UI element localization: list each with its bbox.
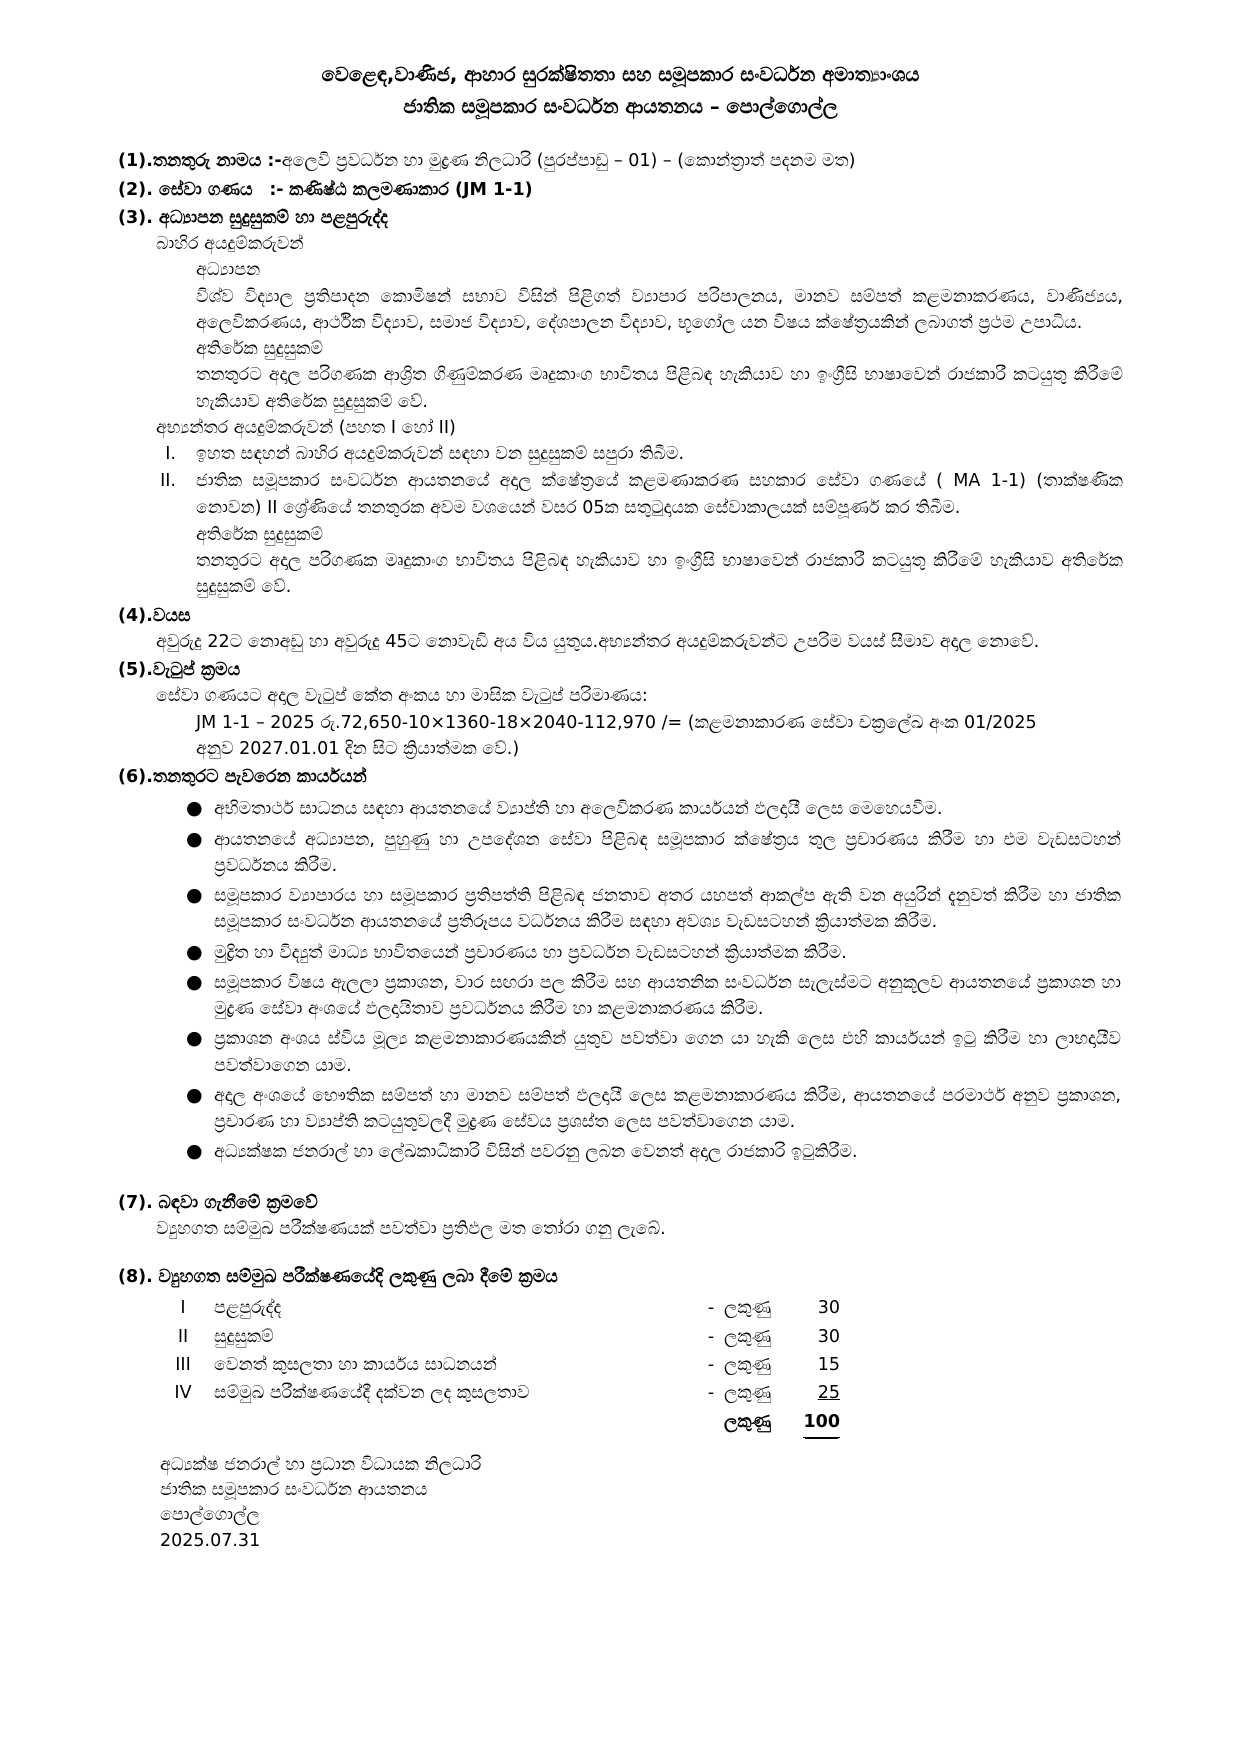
bullet-icon: ● [186,827,203,850]
total-word: ලකුණු [724,1412,772,1433]
row-marks-value: 25 [817,1383,840,1404]
list-item [168,883,1123,936]
section-salary [118,657,1123,762]
bullet-icon: ● [186,1140,203,1163]
signature-institute: ජාතික සමූපකාර සංවර්ධන ආයතනය [160,1480,428,1501]
section-marking-scheme [118,1264,1123,1439]
row-marks-value: 15 [817,1354,840,1375]
row-dash: - [707,1383,715,1404]
section-2-separator: :- [269,179,284,200]
table-total-row [160,1407,846,1438]
section-5-label: .වැටුප් ක්‍රමය [146,660,241,681]
total-value-text: 100 [803,1409,840,1437]
section-service-category [118,177,1123,203]
section-3-number: (3) [118,207,147,228]
marks-table [160,1294,846,1438]
list-item-text: ඉහත සඳහන් බාහිර අයදුම්කරුවන් සඳහා වන සුදුසුකම් සපුරා තිබීම. [196,444,685,465]
section-1-value: අලෙවි ප්‍රවර්ධන හා මුද්‍රණ නිලධාරි (පුරප්පාඩු – 01) – (කොන්ත්‍රාත් පදනම මත) [281,151,856,172]
list-item-text: සමූපකාර විෂය ඇලලා ප්‍රකාශන, වාර සඟරා පල කිරීම සහ ආයතනික සංවර්ධන සැලැස්මට අනුකූලව ආයතනයේ ප්‍රකාශන හා මුද්‍රණ සේවා අංශයේ ඵලදායිතාව ප්‍රවර්ධනය කිරීම හා කළමනාකරණය කිරීම. [214,972,1121,1020]
list-item [168,1139,1123,1165]
document-header [118,60,1123,122]
salary-scale-line-2: අනුව 2027.01.01 දින සිට ක්‍රියාත්මක වේ.) [196,738,520,759]
salary-intro: සේවා ගණයට අදාල වැටුප් කේත අංකය හා මාසික වැටුප් පරිමාණය: [156,686,648,707]
section-5-number: (5) [118,660,147,681]
row-dash: - [707,1354,715,1375]
bullet-icon: ● [186,884,203,907]
list-item [168,1083,1123,1136]
row-criterion: වෙනත් කුසලතා හා කාර්යය සාධනයන් [214,1354,497,1375]
spacer [118,1170,1123,1190]
extra-qualifications-body-internal: තනතුරට අදාල පරිගණක මෘදුකාංග භාවිතය පිළිබඳ හැකියාව හා ඉංග්‍රීසි භාෂාවෙන් රාජකාරී කටයුතු කිරීමේ හැකියාව අතිරේක සුදුසුකම් වේ. [196,551,1123,598]
bullet-icon: ● [186,970,203,993]
duties-list [118,796,1123,1165]
row-marker: I [180,1298,186,1319]
list-item [148,468,1123,521]
recruitment-body: ව්‍යුහගත සම්මුඛ පරීක්ෂණයක් පවත්වා ප්‍රතිඵල මත තෝරා ගනු ලැබේ. [156,1218,666,1239]
section-age [118,603,1123,656]
section-qualifications [118,205,1123,601]
list-item-marker: II. [160,471,176,492]
row-criterion: පළපුරුද්ද [214,1298,282,1319]
external-applicants-heading: බාහිර අයදුම්කරුවන් [156,234,304,255]
list-item [168,1026,1123,1079]
section-2-value: කණිෂ්ඨ කලමණාකාර (JM 1-1) [289,179,533,200]
row-marker: IV [174,1383,192,1404]
extra-qualifications-heading-internal: අතිරේක සුදුසුකම් [196,524,323,545]
signature-location: පොල්ගොල්ල [160,1505,260,1526]
spacer [118,1244,1123,1264]
education-heading: අධ්‍යාපන [196,260,261,281]
list-item-text: ආයතනයේ අධ්‍යාපන, පුහුණු හා උපදේශන සේවා පිළිබඳ සමූපකාර ක්ෂේත්‍රය තුල ප්‍රචාරණය කිරීම හා එම වැඩසටහන් ප්‍රවර්ධනය කිරීම. [214,829,1121,876]
row-marks-word: ලකුණු [724,1298,772,1319]
extra-qualifications-body-external: තනතුරට අදාල පරිගණක ආශ්‍රිත ගිණුම්කරණ මෘදුකාංග භාවිතය පිළිබඳ හැකියාව හා ඉංග්‍රීසි භාෂාවෙන් රාජකාරී කටයුතු කිරීමේ හැකියාව අතිරේක සුදුසුකම් වේ. [196,365,1123,412]
list-item [168,827,1123,880]
section-6-label: .තනතුරට පැවරෙන කාර්යයන් [146,767,367,788]
section-7-number: (7). [118,1192,153,1213]
section-post-name [118,148,1123,174]
section-3-label: . අධ්‍යාපන සුදුසුකම් හා පළපුරුද්ද [146,207,388,228]
list-item-text: සමූපකාර ව්‍යාපාරය හා සමූපකාර ප්‍රතිපත්ති පිළිබඳ ජනතාව අතර යහපත් ආකල්ප ඇති වන අයුරින් දැනුවත් කිරීම හා ජාතික සමූපකාර සංවර්ධන ආයතනයේ ප්‍රතිරූපය වර්ධනය කිරීම සඳහා අවශ්‍ය වැඩසටහන් ක්‍රියාත්මක කිරීම. [214,886,1121,933]
row-marks-word: ලකුණු [724,1383,772,1404]
row-marks-word: ලකුණු [724,1326,772,1347]
row-marks-word: ලකුණු [724,1354,772,1375]
section-8-label: ව්‍යුහගත සම්මුඛ පරීක්ෂණයේදි ලකුණු ලබා දීමේ ක්‍රමය [158,1267,558,1288]
row-dash: - [707,1326,715,1347]
section-8-number: (8). [118,1267,153,1288]
bullet-icon: ● [186,797,203,820]
signature-block [160,1453,1123,1555]
section-1-label: .තනතුරු නාමය :- [146,151,282,172]
section-7-label: බඳවා ගැනීමේ ක්‍රමවේ [158,1192,318,1213]
table-row [160,1351,846,1379]
row-criterion: සම්මුඛ පරීක්ෂණයේදී දක්වන ලද කුසලතාව [214,1383,530,1404]
section-4-number: (4) [118,605,147,626]
signature-designation: අධ්‍යක්ෂ ජනරාල් හා ප්‍රධාන විධායක නිලධාරි [160,1454,482,1475]
table-row [160,1294,846,1322]
section-recruitment-method [118,1190,1123,1243]
education-body: විශ්ව විද්‍යාල ප්‍රතිපාදන කොමිෂන් සභාව විසින් පිළිගත් ව්‍යාපාර පරිපාලනය, මානව සම්පත් කළමනාකරණය, වාණිජ්‍යය, අලෙවිකරණය, ආර්ථික විද්‍යාව, සමාජ විද්‍යාව, දේශපාලන විද්‍යාව, භූගෝල යන විෂය ක්ෂේත්‍රයකින් ලබාගත් ප්‍රථම උපාධිය. [196,286,1123,333]
list-item-text: ජාතික සමූපකාර සංවර්ධන ආයතනයේ අදාල ක්ෂේත්‍රයේ කළමණාකරණ සහකාර සේවා ගණයේ ( MA 1-1) (තාක්ෂණික නොවන) II ශ්‍රේණියේ තනතුරක අවම වශයෙන් වසර 05ක සතුටුදායක සේවාකාලයක් සම්පූර්ණ කර තිබීම. [196,471,1123,518]
bullet-icon: ● [186,1083,203,1106]
extra-qualifications-heading-external: අතිරේක සුදුසුකම් [196,339,323,360]
total-spacer-2 [214,1407,698,1438]
section-4-label: .වයස [146,605,191,626]
signature-date: 2025.07.31 [160,1530,261,1551]
list-item-text: අධ්‍යක්ෂක ජනරාල් හා ලේඛකාධිකාරි විසින් පවරනු ලබන වෙනත් අදාල රාජකාරි ඉටුකිරීම. [214,1142,858,1163]
list-item [148,441,1123,467]
total-value [786,1407,846,1438]
section-2-number: (2) [118,179,147,200]
list-item-text: මුද්‍රිත හා විද්‍යුත් මාධ්‍ය භාවිතයෙන් ප්‍රචාරණය හා ප්‍රවර්ධන වැඩසටහන් ක්‍රියාත්මක කිරීම. [214,942,847,963]
list-item [168,970,1123,1023]
row-criterion: සුදුසුකම් [214,1326,274,1347]
list-item [168,940,1123,966]
list-item-text: අදාල අංශයේ භෞතික සම්පත් හා මානව සම්පත් ඵලදායී ලෙස කළමනාකාරණය කිරීම, ආයතනයේ පරමාර්ථ අනුව ප්‍රකාශන, ප්‍රචාරණ හා ව්‍යාප්ති කටයුතුවලදී මුද්‍රණ සේවය ප්‍රශස්ත ලෙස පවත්වාගෙන යාම. [214,1085,1121,1133]
list-item-text: ප්‍රකාශන අංශය ස්වීය මූල්‍ය කළමනාකාරණයකින් යුතුව පවත්වා ගෙන යා හැකි ලෙස එහි කාර්යයන් ඉටු කිරීම හා ලාභදායීව පවත්වාගෙන යාම. [214,1029,1121,1076]
salary-scale-line-1: JM 1-1 – 2025 රු.72,650-10×1360-18×2040-112,970 /= (කළමනාකාරණ සේවා චක්‍රලේඛ අංක 01/2025 [196,712,1037,733]
row-marker: III [175,1354,191,1375]
table-row [160,1323,846,1351]
internal-applicants-heading: අභ්‍යන්තර අයදුම්කරුවන් (පහත I හෝ II) [156,417,456,438]
list-item-text: අභිමතාර්ථ සාධනය සඳහා ආයතනයේ ව්‍යාප්ති හා අලෙවිකරණ කාර්යයන් ඵලදායී ලෙස මෙහෙයවීම. [214,799,943,820]
row-marks-value: 30 [817,1298,840,1319]
section-duties [118,764,1123,1166]
row-dash: - [707,1298,715,1319]
bullet-icon: ● [186,940,203,963]
row-marker: II [177,1326,189,1347]
section-6-number: (6) [118,767,147,788]
list-item-marker: I. [165,444,176,465]
institute-title: ජාතික සමූපකාර සංවර්ධන ආයතනය – පොල්ගොල්ල [403,95,838,119]
row-marks-value: 30 [817,1326,840,1347]
list-item [168,796,1123,822]
internal-requirements-list [118,441,1123,521]
table-row [160,1379,846,1407]
section-2-label: . සේවා ගණය [146,179,253,200]
section-1-number: (1) [118,151,147,172]
total-spacer-1 [160,1407,214,1438]
ministry-title: වෙළෙඳ,වාණිජ, ආහාර සුරක්ෂිතතා සහ සමූපකාර සංවර්ධන අමාත්‍යාංශය [321,63,920,86]
bullet-icon: ● [186,1027,203,1050]
age-body: අවුරුදු 22ට නොඅඩු හා අවුරුදු 45ට නොවැඩි අය විය යුතුය.අභ්‍යන්තර අයදුම්කරුවන්ට උපරිම වයස් සීමාව අදාල නොවේ. [156,631,1040,652]
total-spacer-3 [698,1407,724,1438]
